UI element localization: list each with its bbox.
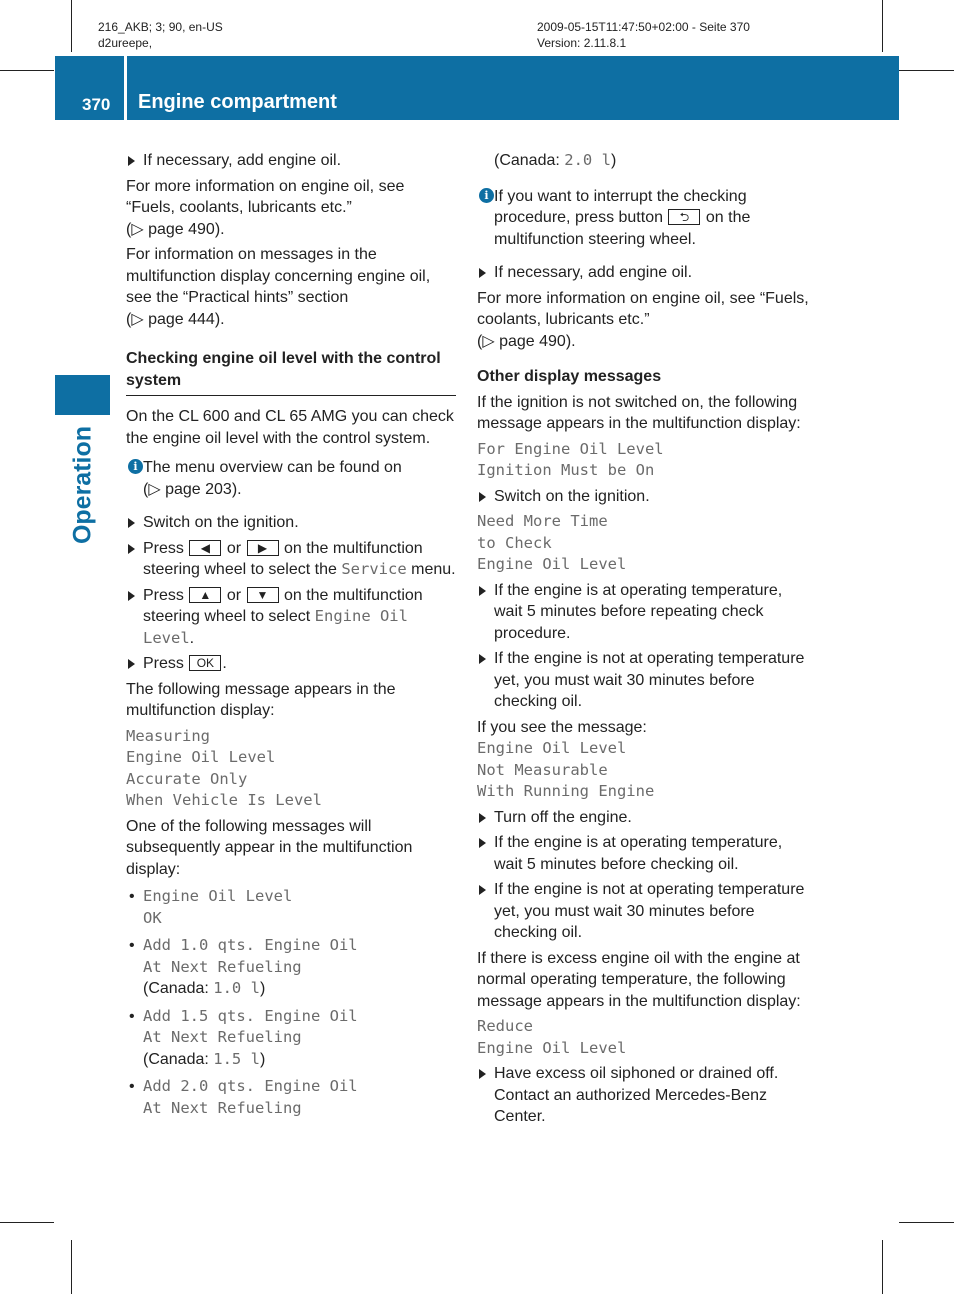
bullet-item: [126, 886, 456, 929]
meta-line: Version: 2.11.8.1: [537, 36, 627, 50]
display-message: [477, 439, 809, 482]
display-line: When Vehicle Is Level: [126, 791, 322, 809]
display-message: [126, 726, 456, 812]
text: on the multifunction steering wheel to select the: [143, 539, 423, 578]
page-reference: (▷ page 444).: [126, 310, 225, 328]
display-line: Measuring: [126, 726, 210, 745]
text: ): [259, 980, 266, 997]
text: For more information on engine oil, see “Fuels, coolants, lubricants etc.”: [126, 177, 405, 216]
text: on the multifunction steering wheel.: [494, 209, 751, 248]
display-message: [477, 1016, 809, 1059]
page-reference: (▷ page 490).: [126, 220, 225, 238]
display-text: Service: [341, 560, 407, 578]
text: or: [226, 539, 242, 557]
canada-note: [477, 150, 809, 172]
text: .: [189, 629, 195, 647]
paragraph: If there is excess engine oil with the engine at normal operating temperature, the following message appears in the multifunction display:: [477, 949, 801, 1010]
crop-mark: [882, 0, 883, 52]
step-item: [477, 832, 809, 875]
step-text: If the engine is at operating temperature, wait 5 minutes before repeating check procedure.: [494, 581, 783, 642]
left-column: [126, 150, 456, 1125]
paragraph: [477, 288, 809, 353]
crop-mark: [899, 70, 954, 71]
page-title: Engine compartment: [138, 91, 337, 113]
step-item: [126, 512, 456, 534]
meta-line: 216_AKB; 3; 90, en-US: [98, 20, 223, 34]
text: or: [226, 586, 242, 604]
step-text: If the engine is at operating temperature, wait 5 minutes before checking oil.: [494, 834, 783, 873]
right-arrow-key-icon: ▶: [247, 540, 279, 556]
info-note: [126, 457, 456, 500]
info-icon: i: [479, 188, 494, 203]
right-column: [477, 150, 809, 1132]
step-text: Turn off the engine.: [494, 808, 632, 826]
step-text: If necessary, add engine oil.: [494, 264, 693, 281]
display-line: Engine Oil Level: [477, 739, 627, 757]
text: (Canada:: [494, 152, 565, 169]
display-line: Engine Oil Level: [477, 1038, 627, 1057]
paragraph: If the ignition is not switched on, the following message appears in the multifunction display:: [477, 393, 801, 432]
display-line: Ignition Must be On: [477, 461, 655, 479]
section-subheading: Other display messages: [477, 368, 662, 385]
display-line: At Next Refueling: [143, 957, 302, 976]
step-item: [477, 807, 809, 829]
side-tab-text: Operation: [68, 425, 96, 545]
display-line: Engine Oil Level: [126, 748, 276, 766]
step-text: If necessary, add engine oil.: [143, 152, 342, 169]
step-item: [477, 580, 809, 645]
paragraph: [126, 176, 456, 241]
display-text: Engine Oil Level: [143, 607, 408, 647]
crop-mark: [882, 1240, 883, 1294]
display-line: Accurate Only: [126, 769, 248, 788]
crop-mark: [71, 0, 72, 52]
bullet-item: [126, 935, 456, 1000]
print-meta-right: [537, 19, 750, 51]
step-item: [126, 538, 456, 581]
step-text: Switch on the ignition.: [143, 514, 299, 531]
info-note: [477, 186, 809, 251]
text: .: [222, 655, 227, 672]
text: Press: [143, 655, 184, 672]
display-line: • Add 2.0 qts. Engine Oil: [143, 1077, 358, 1095]
text: If you want to interrupt the checking procedure, press button: [494, 187, 747, 226]
step-text: If the engine is not at operating temperature yet, you must wait 30 minutes before checking oil.: [494, 881, 805, 941]
text: ): [259, 1050, 266, 1068]
canada-note: [143, 1049, 456, 1071]
left-arrow-key-icon: ◀: [189, 540, 221, 556]
text: (Canada:: [143, 980, 214, 997]
step-item: [477, 486, 809, 508]
crop-mark: [0, 70, 54, 71]
bullet-item: [126, 1006, 456, 1071]
paragraph: The following message appears in the multifunction display:: [126, 680, 396, 719]
display-line: • Add 1.0 qts. Engine Oil: [143, 936, 358, 954]
step-item: [477, 262, 809, 284]
display-message: [477, 511, 809, 576]
display-line: to Check: [477, 533, 552, 552]
display-line: • Add 1.5 qts. Engine Oil: [143, 1006, 358, 1025]
meta-line: 2009-05-15T11:47:50+02:00 - Seite 370: [537, 20, 750, 34]
paragraph: On the CL 600 and CL 65 AMG you can check the engine oil level with the control system.: [126, 408, 454, 447]
step-item: [477, 879, 809, 944]
meta-line: d2ureepe,: [98, 36, 153, 50]
text: menu.: [411, 561, 456, 578]
crop-mark: [0, 1222, 54, 1223]
canada-note: [143, 978, 456, 1000]
display-line: At Next Refueling: [143, 1028, 302, 1046]
side-tab-label: [55, 425, 110, 545]
text: For more information on engine oil, see “Fuels, coolants, lubricants etc.”: [477, 289, 809, 328]
display-line: For Engine Oil Level: [477, 439, 664, 458]
display-text: 1.5 l: [213, 1049, 260, 1068]
step-text: If the engine is not at operating temperature yet, you must wait 30 minutes before checking oil.: [494, 650, 805, 710]
text: (Canada:: [143, 1050, 214, 1068]
display-text: 2.0 l: [564, 151, 611, 169]
display-line: Need More Time: [477, 512, 608, 530]
text: For information on messages in the multifunction display concerning engine oil, see the “Practical hints” section: [126, 246, 431, 306]
display-line: OK: [143, 908, 162, 927]
text: Press: [143, 539, 184, 557]
display-line: With Running Engine: [477, 782, 655, 800]
step-item: [126, 585, 456, 650]
display-line: Engine Oil Level: [477, 555, 627, 573]
paragraph: [126, 244, 456, 330]
display-text: 1.0 l: [213, 979, 260, 997]
text: ): [610, 152, 617, 169]
step-item: [477, 648, 809, 713]
text: Press: [143, 586, 184, 604]
display-line: Reduce: [477, 1017, 533, 1035]
side-tab-marker: [55, 375, 110, 415]
section-subheading: Checking engine oil level with the control system: [126, 348, 456, 396]
bullet-item: [126, 1076, 456, 1119]
info-icon: i: [128, 459, 143, 474]
page-reference: (▷ page 490).: [477, 332, 576, 350]
header-divider: [124, 56, 127, 120]
up-arrow-key-icon: ▲: [189, 587, 221, 603]
display-message: [477, 738, 809, 803]
step-item: [126, 653, 456, 675]
page-number: 370: [82, 95, 111, 114]
step-text: Have excess oil siphoned or drained off. Contact an authorized Mercedes-Benz Center.: [494, 1065, 779, 1125]
page-reference: (▷ page 203).: [143, 480, 242, 498]
paragraph: If you see the message:: [477, 718, 647, 736]
step-item: [477, 1063, 809, 1128]
ok-key-icon: OK: [189, 655, 221, 671]
display-line: • Engine Oil Level: [143, 887, 293, 905]
text: The menu overview can be found on: [143, 459, 402, 476]
paragraph: One of the following messages will subsequently appear in the multifunction display:: [126, 817, 413, 878]
text: on the multifunction steering wheel to select: [143, 586, 423, 625]
step-item: [126, 150, 456, 172]
print-meta-left: [98, 19, 223, 51]
display-line: Not Measurable: [477, 760, 608, 779]
display-line: At Next Refueling: [143, 1098, 302, 1117]
crop-mark: [71, 1240, 72, 1294]
down-arrow-key-icon: ▼: [247, 587, 279, 603]
back-key-icon: ⮌: [668, 209, 700, 225]
crop-mark: [899, 1222, 954, 1223]
step-text: Switch on the ignition.: [494, 487, 650, 505]
